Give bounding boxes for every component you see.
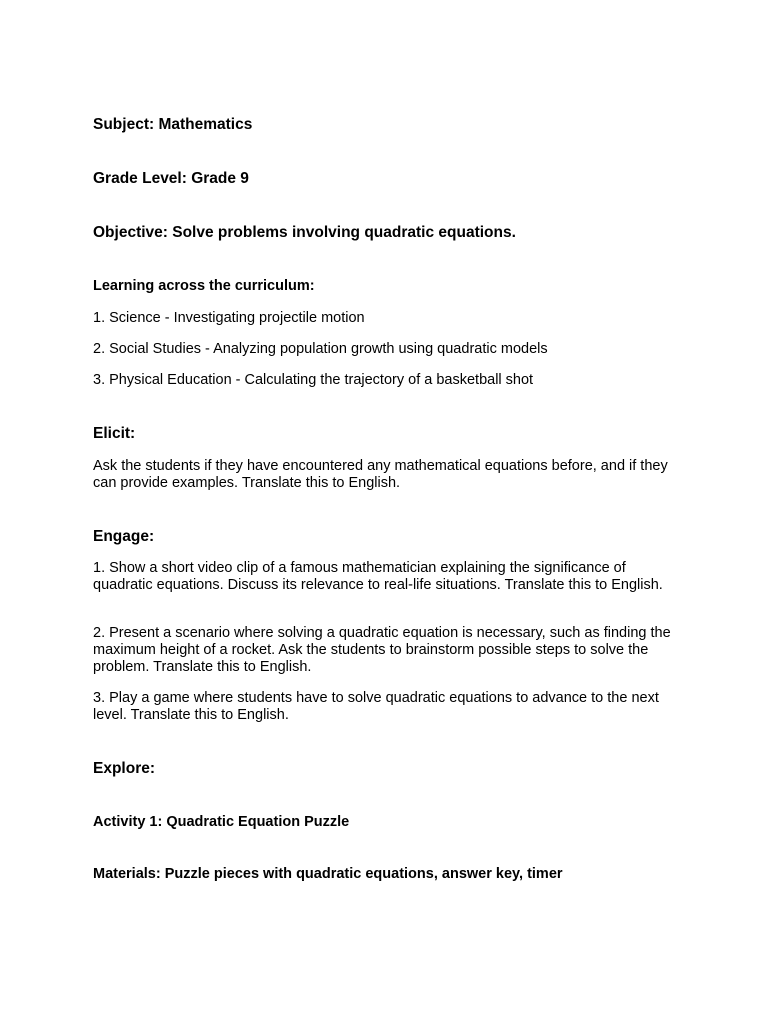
learning-item-physical-education: 3. Physical Education - Calculating the trajectory of a basketball shot: [93, 372, 534, 388]
engage-item-video: 1. Show a short video clip of a famous mathematician explaining the significance of quadratic equations. Discuss its relevance to real-life situations. Translate this to English.: [93, 560, 663, 593]
explore-heading: Explore:: [93, 760, 156, 777]
activity-heading: Activity 1: Quadratic Equation Puzzle: [93, 814, 350, 830]
subject-heading: Subject: Mathematics: [93, 116, 253, 133]
engage-item-scenario: 2. Present a scenario where solving a quadratic equation is necessary, such as finding the maximum height of a rocket. Ask the students to brainstorm possible steps to solve the problem. Translate this to English.: [93, 625, 671, 675]
engage-heading: Engage:: [93, 528, 155, 545]
grade-level-heading: Grade Level: Grade 9: [93, 170, 249, 187]
learning-across-heading: Learning across the curriculum:: [93, 278, 315, 294]
materials-heading: Materials: Puzzle pieces with quadratic equations, answer key, timer: [93, 866, 563, 882]
objective-heading: Objective: Solve problems involving quadratic equations.: [93, 224, 516, 241]
learning-item-science: 1. Science - Investigating projectile motion: [93, 310, 365, 326]
engage-item-game: 3. Play a game where students have to solve quadratic equations to advance to the next level. Translate this to English.: [93, 690, 659, 723]
learning-item-social-studies: 2. Social Studies - Analyzing population growth using quadratic models: [93, 341, 548, 357]
elicit-paragraph: Ask the students if they have encountered any mathematical equations before, and if they can provide examples. Translate this to English.: [93, 458, 668, 491]
elicit-heading: Elicit:: [93, 425, 136, 442]
